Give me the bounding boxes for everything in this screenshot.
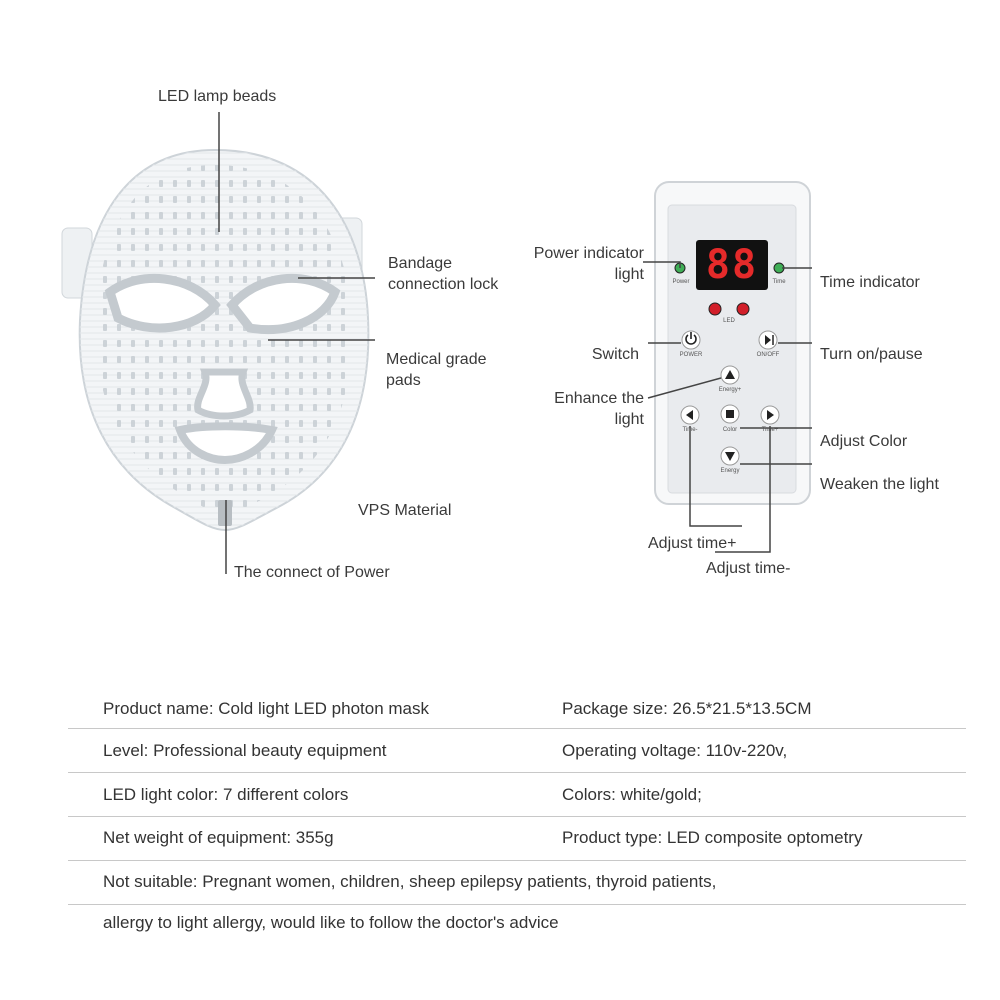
label-power-indicator-line2: light [614, 266, 644, 283]
label-adjust-time-plus: Adjust time+ [648, 535, 737, 552]
time-plus-label: Time+ [761, 427, 779, 433]
label-adjust-time-minus: Adjust time- [706, 560, 791, 577]
energy-down-button[interactable] [720, 446, 740, 466]
spec-colors: Colors: white/gold; [562, 785, 702, 804]
spec-led-light-color: LED light color: 7 different colors [103, 785, 349, 804]
note-line2: allergy to light allergy, would like to follow the doctor's advice [103, 913, 559, 932]
spec-divider [68, 772, 966, 773]
time-led-label: Time [772, 279, 786, 285]
spec-product-name: Product name: Cold light LED photon mask [103, 699, 430, 718]
spec-level: Level: Professional beauty equipment [103, 741, 387, 760]
power-button-label: POWER [679, 352, 703, 358]
color-label: Color [722, 427, 738, 433]
label-pads-line1: Medical grade [386, 351, 487, 368]
power-button[interactable] [681, 330, 701, 350]
time-minus-button[interactable] [680, 405, 700, 425]
energy-plus-label: Energy+ [718, 387, 742, 393]
energy-up-button[interactable] [720, 365, 740, 385]
spec-product-type: Product type: LED composite optometry [562, 828, 863, 847]
label-led-lamp-beads: LED lamp beads [158, 88, 277, 105]
label-power-connect: The connect of Power [234, 564, 390, 581]
spec-divider [68, 904, 966, 905]
label-pads-line2: pads [386, 372, 421, 389]
color-button[interactable] [720, 404, 740, 424]
remote-display-digits: 88 [705, 242, 759, 288]
energy-label: Energy [720, 468, 740, 474]
label-weaken-light: Weaken the light [820, 476, 939, 493]
led-label: LED [723, 318, 735, 324]
label-enhance-line1: Enhance the [554, 390, 644, 407]
label-enhance-line2: light [614, 411, 644, 428]
label-power-indicator-line1: Power indicator [533, 245, 644, 262]
spec-divider [68, 860, 966, 861]
spec-operating-voltage: Operating voltage: 110v-220v, [562, 741, 788, 760]
label-vps-material: VPS Material [358, 502, 452, 519]
label-turn-on-pause: Turn on/pause [820, 346, 923, 363]
spec-divider [68, 728, 966, 729]
time-minus-label: Time- [682, 427, 698, 433]
label-switch: Switch [591, 346, 639, 363]
label-bandage-line2: connection lock [388, 276, 499, 293]
note-line1: Not suitable: Pregnant women, children, sheep epilepsy patients, thyroid patients, [103, 872, 717, 891]
onoff-button[interactable] [758, 330, 778, 350]
time-plus-button[interactable] [760, 405, 780, 425]
onoff-button-label: ON/OFF [756, 352, 780, 358]
spec-package-size: Package size: 26.5*21.5*13.5CM [562, 699, 812, 718]
label-adjust-color: Adjust Color [820, 433, 908, 450]
spec-net-weight: Net weight of equipment: 355g [103, 828, 334, 847]
power-led-label: Power [672, 279, 690, 285]
label-bandage-line1: Bandage [388, 255, 453, 272]
label-time-indicator: Time indicator [820, 274, 920, 291]
spec-divider [68, 816, 966, 817]
